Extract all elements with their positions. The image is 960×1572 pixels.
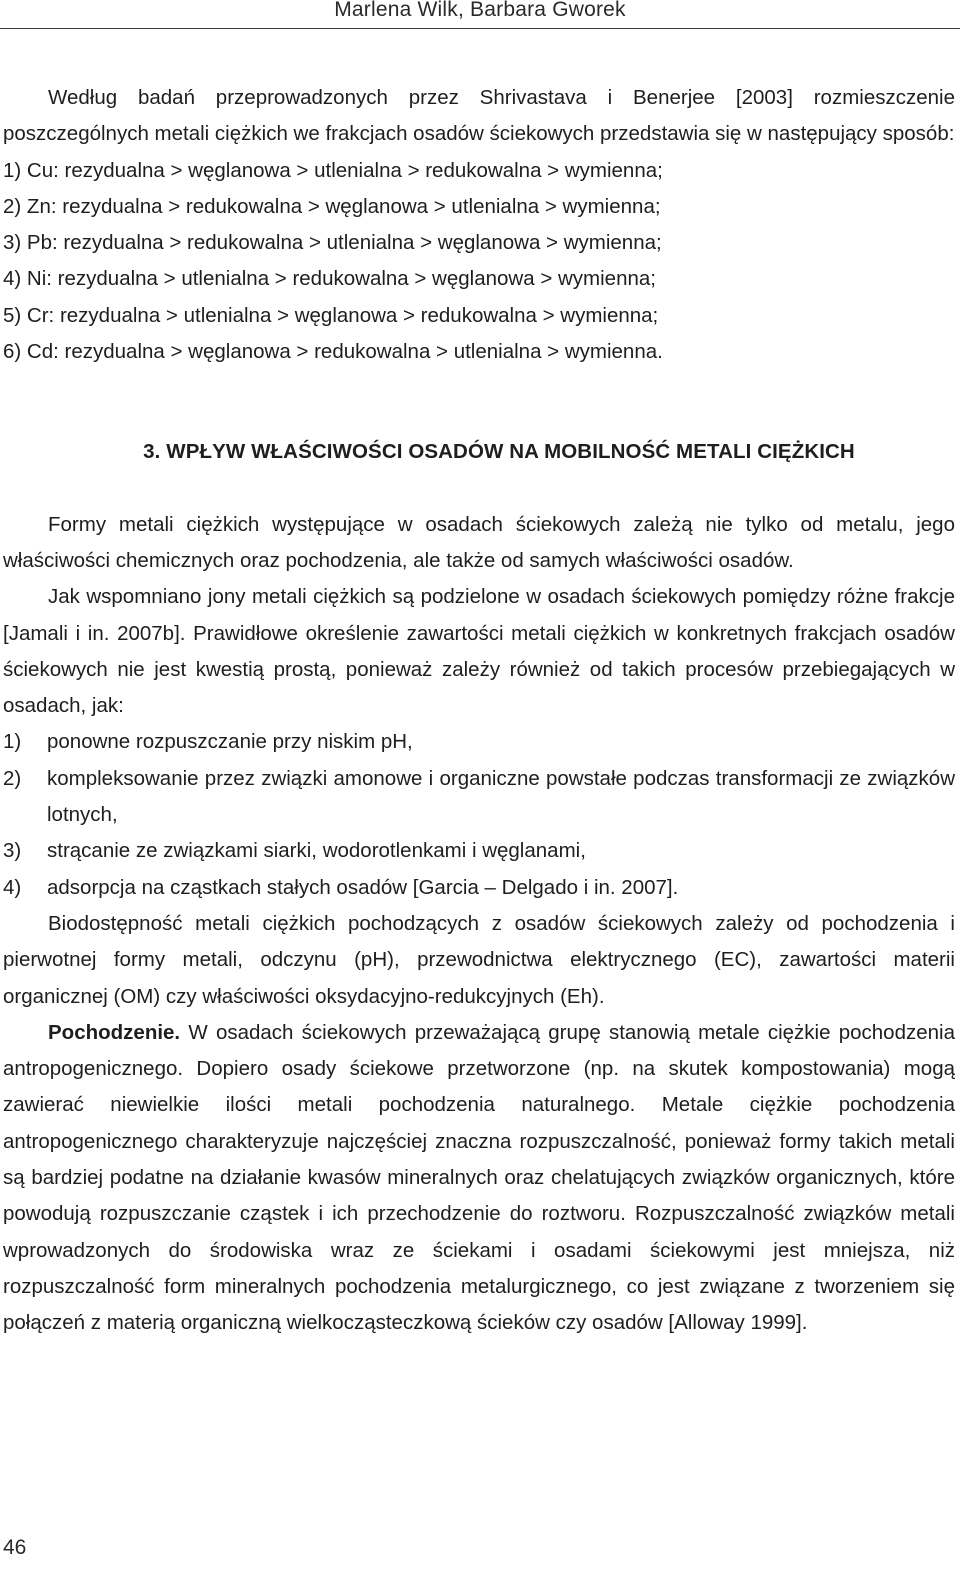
intro-paragraph: Według badań przeprowadzonych przez Shrivastava i Benerjee [2003] rozmieszczenie poszczególnych metali ciężkich we frakcjach osadów ściekowych przedstawia się w następujący sposób:: [3, 86, 955, 146]
spacer: [3, 471, 955, 507]
list-item-number: 3): [3, 839, 22, 863]
sequence-ni: 4) Ni: rezydualna > utlenialna > redukowalna > węglanowa > wymienna;: [3, 267, 656, 291]
list-item-number: 4): [3, 875, 22, 899]
list-item: [3, 870, 955, 906]
list-item: [3, 724, 955, 760]
spacer: [3, 370, 955, 434]
header-rule: [0, 28, 960, 29]
list-item-number: 1): [3, 730, 22, 754]
origin-text: W osadach ściekowych przeważającą grupę stanowią metale ciężkie pochodzenia antropogenicznego. Dopiero osady ściekowe przetworzone (np. na skutek kompostowania) mogą zawierać niewielkie ilości metali pochodzenia naturalnego. Metale ciężkie pochodzenia antropogenicznego charakteryzuje najczęściej znaczna rozpuszczalność, ponieważ formy takich metali są bardziej podatne na działanie kwasów mineralnych oraz chelatujących związków organicznych, które powodują rozpuszczanie cząstek i ich przechodzenie do roztworu. Rozpuszczalność związków metali wprowadzonych do środowiska wraz ze ściekami i osadami ściekowymi jest mniejsza, niż rozpuszczalność form mineralnych pochodzenia metalurgicznego, co jest związane z tworzeniem się połączeń z materią organiczną wielkocząsteczkową ścieków czy osadów [Alloway 1999].: [3, 1020, 955, 1335]
sequence-cd: 6) Cd: rezydualna > węglanowa > redukowalna > utlenialna > wymienna.: [3, 340, 663, 364]
page-number: 46: [3, 1536, 27, 1559]
list-item-text: strącanie ze związkami siarki, wodorotlenkami i węglanami,: [47, 839, 586, 863]
origin-lead: Pochodzenie.: [48, 1020, 181, 1044]
paragraph-bioavailability: Biodostępność metali ciężkich pochodzących z osadów ściekowych zależy od pochodzenia i pierwotnej formy metali, odczynu (pH), przewodnictwa elektrycznego (EC), zawartości materii organicznej (OM) czy właściwości oksydacyjno-redukcyjnych (Eh).: [3, 911, 955, 1008]
list-item: [3, 833, 955, 869]
running-head: Marlena Wilk, Barbara Gworek: [334, 0, 626, 21]
sequence-pb: 3) Pb: rezydualna > redukowalna > utlenialna > węglanowa > wymienna;: [3, 231, 662, 255]
sequence-cu: 1) Cu: rezydualna > węglanowa > utlenialna > redukowalna > wymienna;: [3, 158, 663, 182]
list-item-text: ponowne rozpuszczanie przy niskim pH,: [47, 730, 413, 754]
paragraph-origin: [3, 1015, 955, 1342]
page-body: [3, 80, 955, 1342]
sequence-cr: 5) Cr: rezydualna > utlenialna > węglanowa > redukowalna > wymienna;: [3, 303, 659, 327]
sequence-zn: 2) Zn: rezydualna > redukowalna > węglanowa > utlenialna > wymienna;: [3, 194, 661, 218]
list-item: [3, 761, 955, 834]
paragraph-fractions: Jak wspomniano jony metali ciężkich są podzielone w osadach ściekowych pomiędzy różne frakcje [Jamali i in. 2007b]. Prawidłowe określenie zawartości metali ciężkich w konkretnych frakcjach osadów ściekowych nie jest kwestią prostą, ponieważ zależy również od takich procesów przebiegających w osadach, jak:: [3, 585, 955, 718]
process-list: [3, 724, 955, 905]
list-item-text: adsorpcja na cząstkach stałych osadów [Garcia – Delgado i in. 2007].: [47, 875, 679, 899]
paragraph-forms: Formy metali ciężkich występujące w osadach ściekowych zależą nie tylko od metalu, jego właściwości chemicznych oraz pochodzenia, ale także od samych właściwości osadów.: [3, 512, 955, 572]
list-item-number: 2): [3, 766, 22, 790]
list-item-text: kompleksowanie przez związki amonowe i organiczne powstałe podczas transformacji ze związków lotnych,: [47, 766, 955, 827]
section-heading: 3. WPŁYW WŁAŚCIWOŚCI OSADÓW NA MOBILNOŚĆ METALI CIĘŻKICH: [143, 440, 855, 464]
